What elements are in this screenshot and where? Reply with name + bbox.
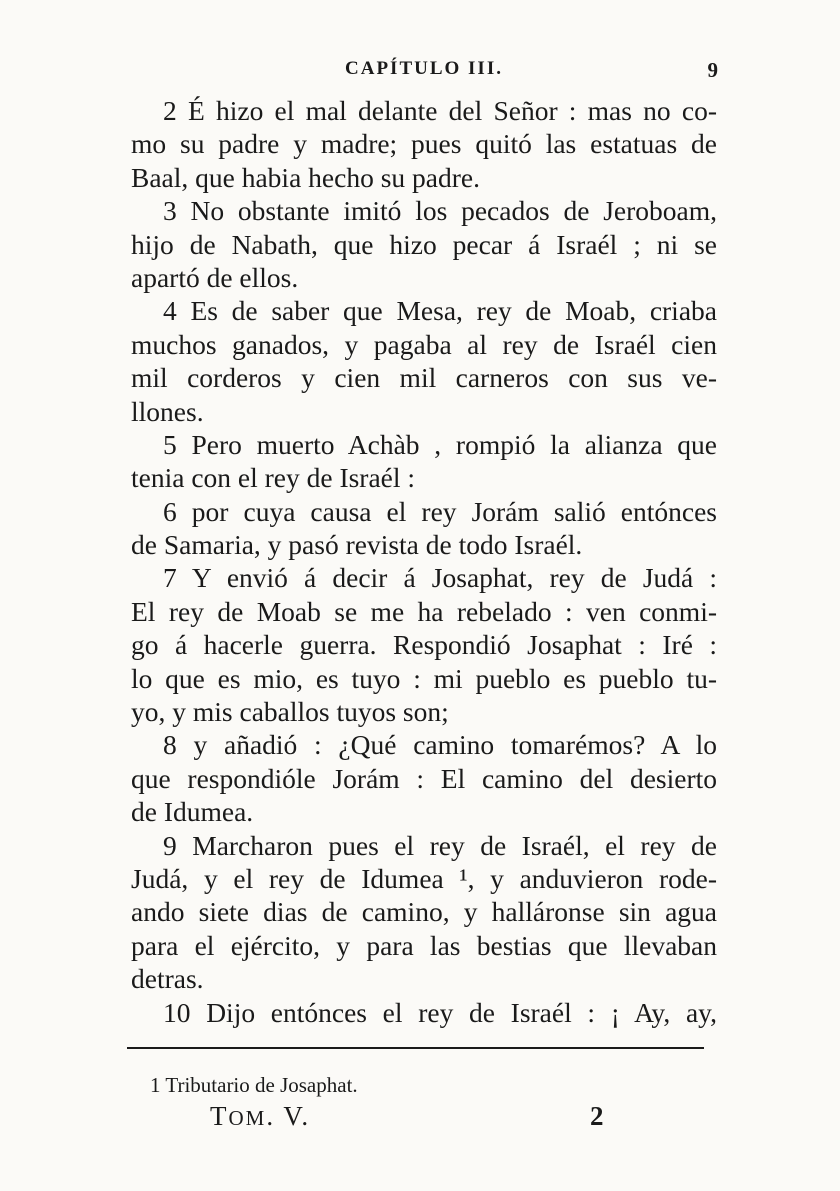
text-line: 7 Y envió á decir á Josaphat, rey de Judá : — [163, 562, 717, 594]
text-line: apartó de ellos. — [131, 261, 299, 293]
text-line: de Idumea. — [131, 796, 254, 828]
running-title: CAPÍTULO III. — [345, 58, 503, 79]
text-line: Judá, y el rey de Idumea ¹, y anduvieron rode- — [131, 862, 717, 894]
text-line: de Samaria, y pasó revista de todo Israél. — [131, 529, 583, 561]
text-line: 9 Marcharon pues el rey de Israél, el rey de — [163, 829, 717, 861]
body-text — [131, 94, 717, 1029]
text-line: que respondióle Jorám : El camino del desierto — [131, 762, 717, 794]
text-line: hijo de Nabath, que hizo pecar á Israél ; ni se — [131, 228, 717, 260]
footnote: 1 Tributario de Josaphat. — [150, 1073, 358, 1097]
page-number: 9 — [707, 58, 718, 82]
text-line: lo que es mio, es tuyo : mi pueblo es pueblo tu- — [131, 662, 717, 694]
text-line: El rey de Moab se me ha rebelado : ven conmi- — [131, 595, 717, 627]
text-line: para el ejército, y para las bestias que llevaban — [131, 929, 717, 961]
text-line: llones. — [131, 395, 204, 427]
text-line: 2 É hizo el mal delante del Señor : mas no co- — [163, 95, 717, 126]
text-line: mo su padre y madre; pues quitó las estatuas de — [131, 128, 717, 160]
page-header — [130, 58, 718, 88]
text-line: yo, y mis caballos tuyos son; — [131, 696, 449, 728]
signature-small-caps: OM — [228, 1106, 267, 1130]
text-line: 6 por cuya causa el rey Jorám salió entónces — [163, 495, 717, 527]
signature-mark — [210, 1101, 310, 1132]
text-line: Baal, que habia hecho su padre. — [131, 161, 480, 193]
text-line: 8 y añadió : ¿Qué camino tomarémos? A lo — [163, 729, 717, 761]
text-line: ando siete dias de camino, y halláronse sin agua — [131, 896, 717, 928]
sheet-number: 2 — [590, 1101, 604, 1131]
text-line: detras. — [131, 963, 204, 995]
footnote-rule — [127, 1047, 704, 1049]
text-line: 3 No obstante imitó los pecados de Jeroboam, — [163, 195, 717, 227]
text-line: 4 Es de saber que Mesa, rey de Moab, criaba — [163, 295, 717, 327]
signature-rest: . V. — [266, 1101, 311, 1131]
text-line: tenia con el rey de Israél : — [131, 462, 416, 494]
text-line: 5 Pero muerto Achàb , rompió la alianza que — [163, 428, 717, 460]
text-line: go á hacerle guerra. Respondió Josaphat : Iré : — [131, 629, 717, 661]
text-line: mil corderos y cien mil carneros con sus ve- — [131, 362, 717, 394]
text-line: 10 Dijo entónces el rey de Israél : ¡ Ay, ay, — [163, 996, 717, 1028]
signature-initial: T — [210, 1101, 229, 1131]
text-line: muchos ganados, y pagaba al rey de Israél cien — [131, 328, 717, 360]
